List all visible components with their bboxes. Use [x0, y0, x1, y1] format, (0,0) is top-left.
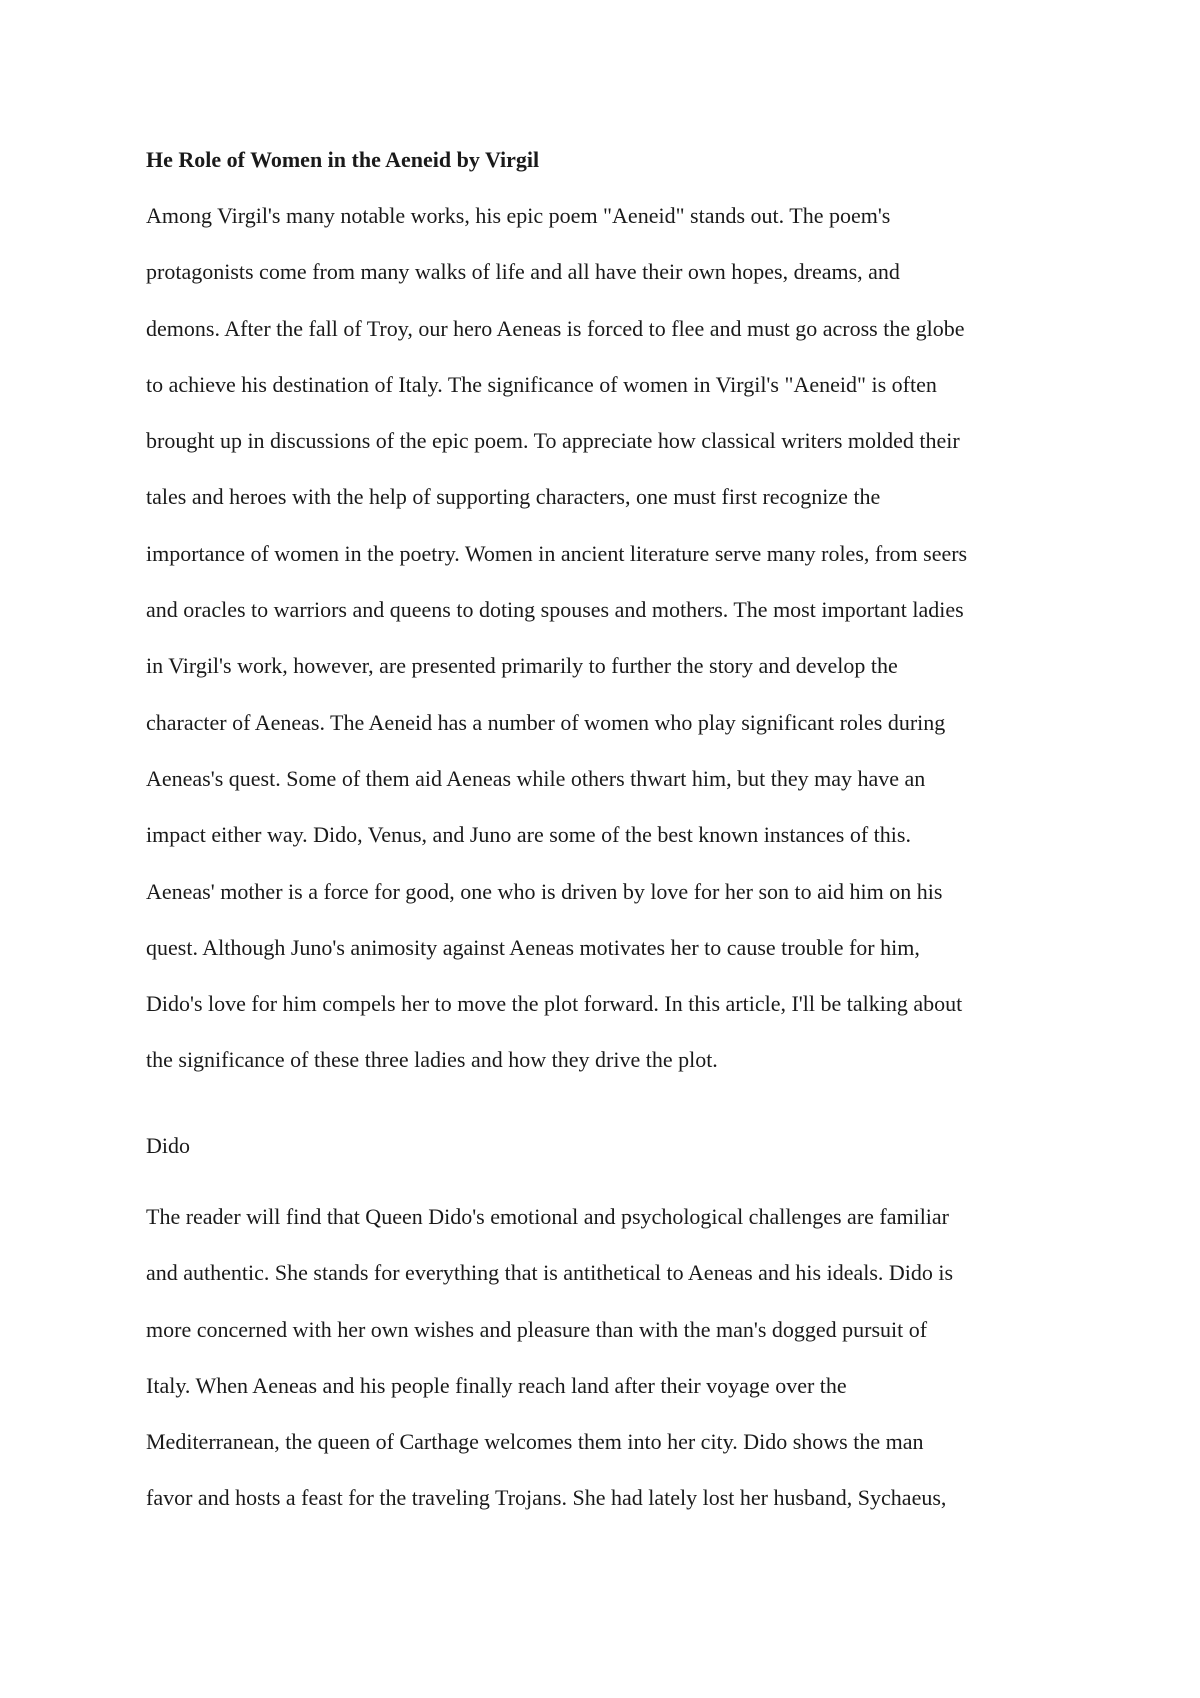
paragraph-line: and authentic. She stands for everything that is antithetical to Aeneas and his ideals. Dido is — [146, 1260, 954, 1286]
intro-paragraph — [146, 188, 1066, 1089]
paragraph-line: The reader will find that Queen Dido's emotional and psychological challenges are familiar — [146, 1204, 950, 1229]
paragraph-line: Aeneas' mother is a force for good, one who is driven by love for her son to aid him on his — [146, 878, 943, 904]
section-heading-dido: Dido — [146, 1133, 190, 1158]
paragraph-line: to achieve his destination of Italy. The significance of women in Virgil's "Aeneid" is often — [146, 371, 937, 397]
paragraph-line: favor and hosts a feast for the traveling Trojans. She had lately lost her husband, Sychaeus, — [146, 1485, 947, 1511]
paragraph-line: brought up in discussions of the epic poem. To appreciate how classical writers molded their — [146, 428, 960, 454]
paragraph-line: protagonists come from many walks of life and all have their own hopes, dreams, and — [146, 259, 900, 285]
paragraph-line: importance of women in the poetry. Women in ancient literature serve many roles, from seers — [146, 540, 968, 566]
paragraph-line: and oracles to warriors and queens to doting spouses and mothers. The most important ladies — [146, 597, 964, 623]
paragraph-line: demons. After the fall of Troy, our hero Aeneas is forced to flee and must go across the globe — [146, 315, 965, 341]
paragraph-line: the significance of these three ladies and how they drive the plot. — [146, 1047, 718, 1073]
paragraph-line: Dido's love for him compels her to move the plot forward. In this article, I'll be talking about — [146, 991, 963, 1017]
paragraph-line: quest. Although Juno's animosity against Aeneas motivates her to cause trouble for him, — [146, 934, 920, 960]
paragraph-line: impact either way. Dido, Venus, and Juno are some of the best known instances of this. — [146, 822, 911, 848]
paragraph-line: Aeneas's quest. Some of them aid Aeneas while others thwart him, but they may have an — [146, 765, 926, 791]
document-title: He Role of Women in the Aeneid by Virgil — [146, 147, 540, 172]
paragraph-line: Among Virgil's many notable works, his epic poem "Aeneid" stands out. The poem's — [146, 203, 891, 228]
paragraph-line: in Virgil's work, however, are presented primarily to further the story and develop the — [146, 653, 898, 679]
paragraph-line: more concerned with her own wishes and pleasure than with the man's dogged pursuit of — [146, 1316, 928, 1342]
paragraph-line: tales and heroes with the help of supporting characters, one must first recognize the — [146, 484, 881, 510]
dido-paragraph — [146, 1189, 1066, 1527]
paragraph-line: Italy. When Aeneas and his people finally reach land after their voyage over the — [146, 1372, 847, 1398]
paragraph-line: character of Aeneas. The Aeneid has a number of women who play significant roles during — [146, 709, 946, 735]
paragraph-line: Mediterranean, the queen of Carthage welcomes them into her city. Dido shows the man — [146, 1429, 924, 1455]
